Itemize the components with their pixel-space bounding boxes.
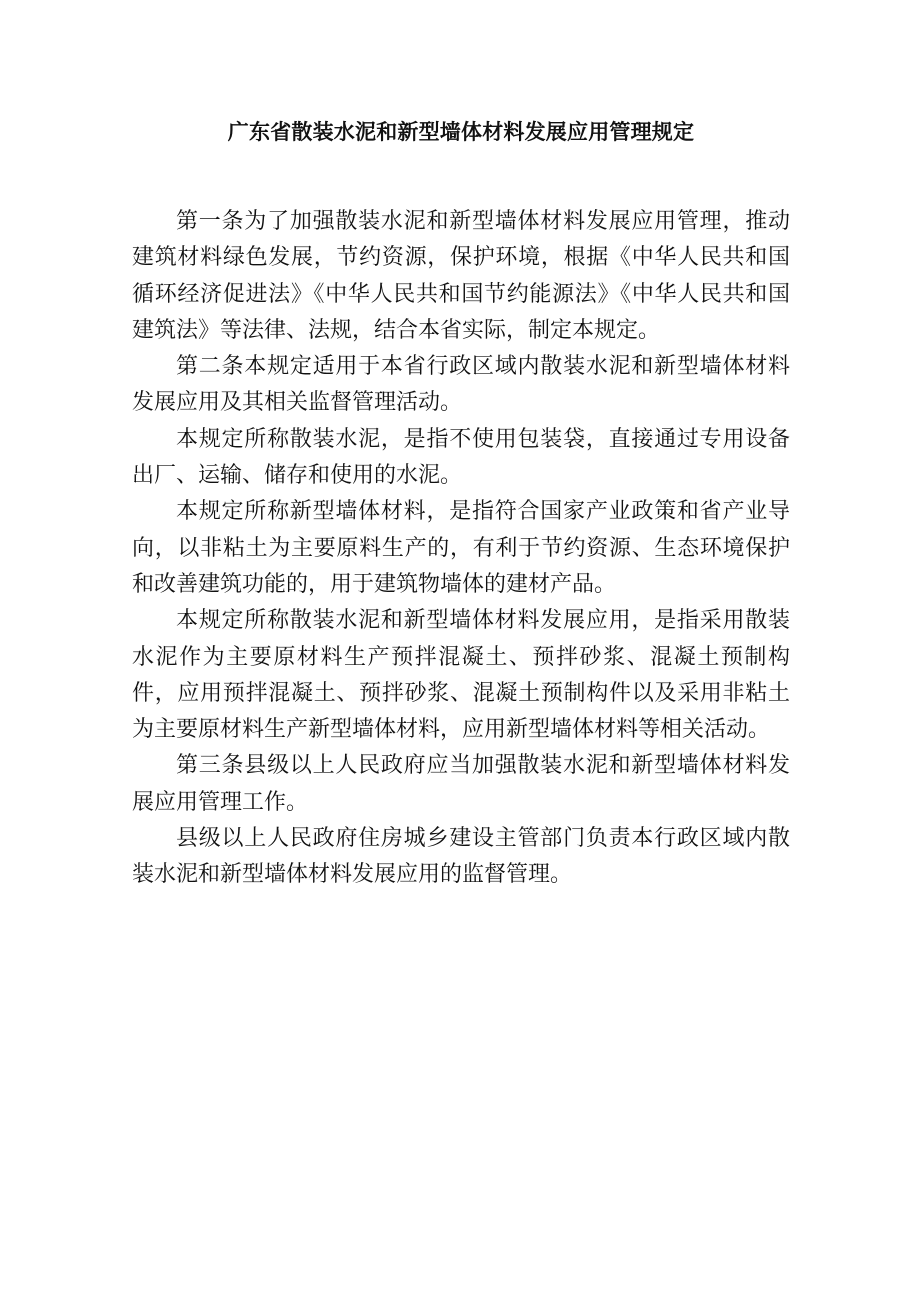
paragraph-application-definition: 本规定所称散装水泥和新型墙体材料发展应用，是指采用散装水泥作为主要原材料生产预拌混凝土、预拌砂浆、混凝土预制构件，应用预拌混凝土、预拌砂浆、混凝土预制构件以及采用非粘土为主要原材料生产新型墙体材料，应用新型墙体材料等相关活动。 [132,608,790,743]
paragraph-article-3: 第三条县级以上人民政府应当加强散装水泥和新型墙体材料发展应用管理工作。 [132,753,790,815]
document-body [132,204,790,894]
document-title: 广东省散装水泥和新型墙体材料发展应用管理规定 [227,120,695,144]
paragraph-supervision: 县级以上人民政府住房城乡建设主管部门负责本行政区域内散装水泥和新型墙体材料发展应用的监督管理。 [132,826,790,888]
paragraph-bulk-cement-definition: 本规定所称散装水泥，是指不使用包装袋，直接通过专用设备出厂、运输、储存和使用的水泥。 [132,426,790,489]
paragraph-article-2: 第二条本规定适用于本省行政区域内散装水泥和新型墙体材料发展应用及其相关监督管理活动。 [132,354,790,416]
paragraph-wall-material-definition: 本规定所称新型墙体材料，是指符合国家产业政策和省产业导向，以非粘土为主要原料生产的，有利于节约资源、生态环境保护和改善建筑功能的，用于建筑物墙体的建材产品。 [132,499,790,597]
paragraph-article-1: 第一条为了加强散装水泥和新型墙体材料发展应用管理，推动建筑材料绿色发展，节约资源，保护环境，根据《中华人民共和国循环经济促进法》《中华人民共和国节约能源法》《中华人民共和国建筑法》等法律、法规，结合本省实际，制定本规定。 [132,209,790,343]
